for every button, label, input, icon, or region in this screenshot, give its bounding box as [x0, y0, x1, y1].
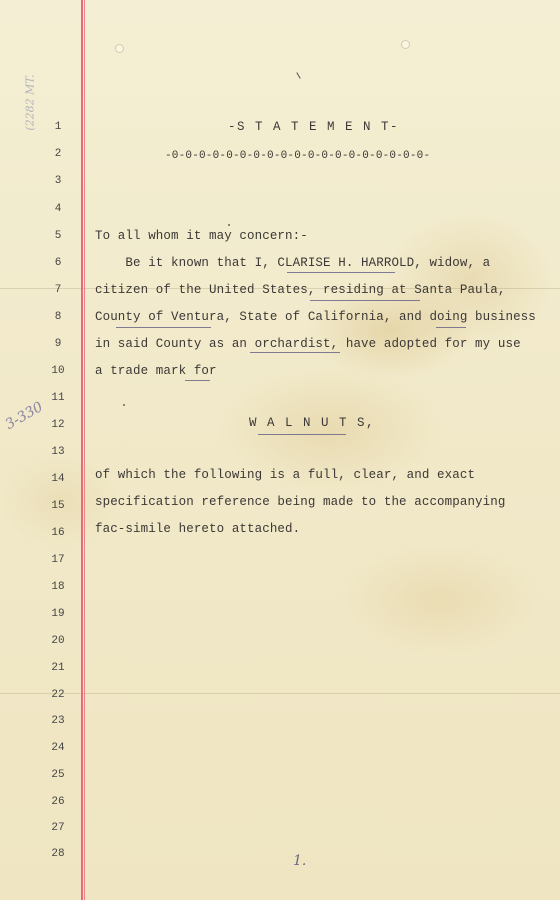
specification-line: fac-simile hereto attached. [95, 522, 301, 536]
specification-line: of which the following is a full, clear, and exact [95, 468, 476, 482]
line-number: 14 [51, 473, 65, 485]
ink-mark [296, 72, 300, 79]
body-line: County of Ventura, State of California, and doing business [95, 310, 536, 324]
line-number: 7 [54, 284, 62, 296]
punch-hole [401, 40, 410, 49]
page-number: 1. [293, 853, 307, 869]
pen-underline [185, 380, 210, 381]
line-number: 9 [54, 338, 62, 350]
line-number: 17 [51, 554, 65, 566]
red-margin-line [81, 0, 83, 900]
line-number: 10 [51, 365, 65, 377]
body-line: in said County as an orchardist, have adopted for my use [95, 337, 521, 351]
pen-underline [310, 300, 420, 301]
punch-hole [115, 44, 124, 53]
line-number: 18 [51, 581, 65, 593]
product-heading: W A L N U T S, [249, 416, 376, 430]
line-number: 26 [51, 796, 65, 808]
line-number: 3 [54, 175, 62, 187]
line-number: 19 [51, 608, 65, 620]
line-number: 6 [54, 257, 62, 269]
specification-line: specification reference being made to the accompanying [95, 495, 506, 509]
line-number: 20 [51, 635, 65, 647]
line-number: 11 [51, 392, 65, 404]
line-number: 22 [51, 689, 65, 701]
line-number: 5 [54, 230, 62, 242]
line-number: 12 [51, 419, 65, 431]
line-number: 8 [54, 311, 62, 323]
line-number: 4 [54, 203, 62, 215]
document-title: -S T A T E M E N T- [228, 120, 400, 134]
line-number: 15 [51, 500, 65, 512]
line-number: 25 [51, 769, 65, 781]
body-line: a trade mark for [95, 364, 217, 378]
handwritten-top-note: (2282 MT. [23, 74, 37, 131]
pen-underline [436, 327, 466, 328]
line-number: 27 [51, 822, 65, 834]
handwritten-margin-note: 3-330 [2, 398, 46, 434]
line-number: 24 [51, 742, 65, 754]
line-number: 28 [51, 848, 65, 860]
line-number: 2 [54, 148, 62, 160]
pen-underline [116, 327, 211, 328]
line-number: 16 [51, 527, 65, 539]
pen-underline [287, 272, 395, 273]
pen-underline [258, 434, 346, 435]
pen-underline [250, 352, 340, 353]
line-number: 21 [51, 662, 65, 674]
line-number: 23 [51, 715, 65, 727]
title-separator: -0-0-0-0-0-0-0-0-0-0-0-0-0-0-0-0-0-0-0- [165, 150, 431, 162]
ink-speck [228, 224, 230, 226]
salutation: To all whom it may concern:- [95, 229, 308, 243]
line-number: 13 [51, 446, 65, 458]
ink-speck [123, 404, 125, 406]
body-line: Be it known that I, CLARISE H. HARROLD, widow, a [95, 256, 491, 270]
red-margin-line [84, 0, 85, 900]
body-line: citizen of the United States, residing at Santa Paula, [95, 283, 506, 297]
line-number: 1 [54, 121, 62, 133]
